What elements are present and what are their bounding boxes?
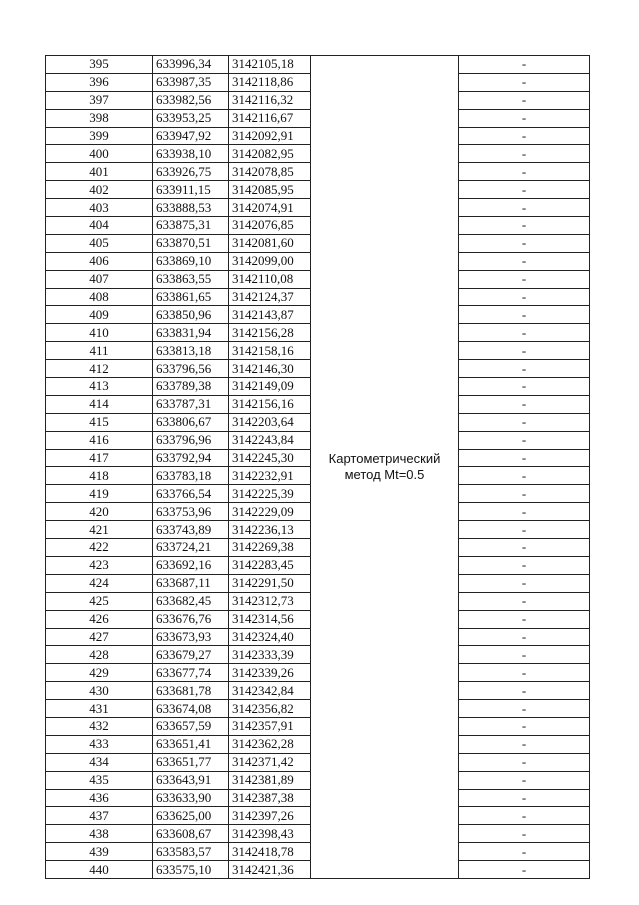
note-cell: -: [459, 91, 590, 109]
point-number-cell: 423: [46, 556, 153, 574]
point-number-cell: 400: [46, 145, 153, 163]
coordinates-table: [45, 55, 590, 879]
note-cell: -: [459, 342, 590, 360]
point-number-cell: 409: [46, 306, 153, 324]
x-coordinate-cell: 633911,15: [153, 181, 229, 199]
y-coordinate-cell: 3142314,56: [229, 610, 311, 628]
note-cell: -: [459, 109, 590, 127]
x-coordinate-cell: 633673,93: [153, 628, 229, 646]
point-number-cell: 406: [46, 252, 153, 270]
x-coordinate-cell: 633861,65: [153, 288, 229, 306]
x-coordinate-cell: 633677,74: [153, 664, 229, 682]
x-coordinate-cell: 633674,08: [153, 700, 229, 718]
x-coordinate-cell: 633888,53: [153, 199, 229, 217]
x-coordinate-cell: 633651,41: [153, 735, 229, 753]
y-coordinate-cell: 3142229,09: [229, 503, 311, 521]
y-coordinate-cell: 3142085,95: [229, 181, 311, 199]
note-cell: -: [459, 771, 590, 789]
point-number-cell: 427: [46, 628, 153, 646]
note-cell: -: [459, 485, 590, 503]
x-coordinate-cell: 633783,18: [153, 467, 229, 485]
x-coordinate-cell: 633724,21: [153, 539, 229, 557]
x-coordinate-cell: 633987,35: [153, 73, 229, 91]
x-coordinate-cell: 633870,51: [153, 234, 229, 252]
note-cell: -: [459, 503, 590, 521]
point-number-cell: 436: [46, 789, 153, 807]
point-number-cell: 430: [46, 682, 153, 700]
x-coordinate-cell: 633996,34: [153, 56, 229, 74]
note-cell: -: [459, 56, 590, 74]
y-coordinate-cell: 3142158,16: [229, 342, 311, 360]
note-cell: -: [459, 73, 590, 91]
x-coordinate-cell: 633583,57: [153, 843, 229, 861]
note-cell: -: [459, 199, 590, 217]
note-cell: -: [459, 306, 590, 324]
y-coordinate-cell: 3142381,89: [229, 771, 311, 789]
y-coordinate-cell: 3142324,40: [229, 628, 311, 646]
x-coordinate-cell: 633863,55: [153, 270, 229, 288]
note-cell: -: [459, 449, 590, 467]
point-number-cell: 425: [46, 592, 153, 610]
y-coordinate-cell: 3142156,16: [229, 395, 311, 413]
y-coordinate-cell: 3142387,38: [229, 789, 311, 807]
note-cell: -: [459, 592, 590, 610]
point-number-cell: 437: [46, 807, 153, 825]
coordinates-table-body: [46, 56, 590, 879]
y-coordinate-cell: 3142203,64: [229, 413, 311, 431]
x-coordinate-cell: 633982,56: [153, 91, 229, 109]
note-cell: -: [459, 574, 590, 592]
note-cell: -: [459, 270, 590, 288]
point-number-cell: 435: [46, 771, 153, 789]
point-number-cell: 403: [46, 199, 153, 217]
point-number-cell: 408: [46, 288, 153, 306]
note-cell: -: [459, 360, 590, 378]
note-cell: -: [459, 700, 590, 718]
note-cell: -: [459, 163, 590, 181]
x-coordinate-cell: 633633,90: [153, 789, 229, 807]
y-coordinate-cell: 3142269,38: [229, 539, 311, 557]
note-cell: -: [459, 610, 590, 628]
point-number-cell: 432: [46, 717, 153, 735]
x-coordinate-cell: 633792,94: [153, 449, 229, 467]
note-cell: -: [459, 217, 590, 235]
note-cell: -: [459, 735, 590, 753]
y-coordinate-cell: 3142078,85: [229, 163, 311, 181]
y-coordinate-cell: 3142291,50: [229, 574, 311, 592]
y-coordinate-cell: 3142074,91: [229, 199, 311, 217]
note-cell: -: [459, 807, 590, 825]
note-cell: -: [459, 682, 590, 700]
table-row: [46, 56, 590, 74]
y-coordinate-cell: 3142333,39: [229, 646, 311, 664]
point-number-cell: 412: [46, 360, 153, 378]
y-coordinate-cell: 3142398,43: [229, 825, 311, 843]
y-coordinate-cell: 3142283,45: [229, 556, 311, 574]
point-number-cell: 422: [46, 539, 153, 557]
x-coordinate-cell: 633743,89: [153, 521, 229, 539]
y-coordinate-cell: 3142339,26: [229, 664, 311, 682]
note-cell: -: [459, 431, 590, 449]
y-coordinate-cell: 3142105,18: [229, 56, 311, 74]
x-coordinate-cell: 633789,38: [153, 378, 229, 396]
x-coordinate-cell: 633766,54: [153, 485, 229, 503]
point-number-cell: 424: [46, 574, 153, 592]
point-number-cell: 410: [46, 324, 153, 342]
note-cell: -: [459, 145, 590, 163]
x-coordinate-cell: 633831,94: [153, 324, 229, 342]
point-number-cell: 413: [46, 378, 153, 396]
note-cell: -: [459, 378, 590, 396]
point-number-cell: 421: [46, 521, 153, 539]
x-coordinate-cell: 633625,00: [153, 807, 229, 825]
note-cell: -: [459, 646, 590, 664]
y-coordinate-cell: 3142116,67: [229, 109, 311, 127]
y-coordinate-cell: 3142356,82: [229, 700, 311, 718]
y-coordinate-cell: 3142245,30: [229, 449, 311, 467]
note-cell: -: [459, 288, 590, 306]
y-coordinate-cell: 3142149,09: [229, 378, 311, 396]
point-number-cell: 426: [46, 610, 153, 628]
x-coordinate-cell: 633575,10: [153, 861, 229, 879]
note-cell: -: [459, 556, 590, 574]
x-coordinate-cell: 633796,96: [153, 431, 229, 449]
point-number-cell: 431: [46, 700, 153, 718]
point-number-cell: 420: [46, 503, 153, 521]
point-number-cell: 419: [46, 485, 153, 503]
y-coordinate-cell: 3142342,84: [229, 682, 311, 700]
y-coordinate-cell: 3142232,91: [229, 467, 311, 485]
point-number-cell: 415: [46, 413, 153, 431]
point-number-cell: 411: [46, 342, 153, 360]
x-coordinate-cell: 633687,11: [153, 574, 229, 592]
note-cell: -: [459, 181, 590, 199]
x-coordinate-cell: 633676,76: [153, 610, 229, 628]
point-number-cell: 418: [46, 467, 153, 485]
point-number-cell: 414: [46, 395, 153, 413]
y-coordinate-cell: 3142156,28: [229, 324, 311, 342]
point-number-cell: 434: [46, 753, 153, 771]
note-cell: -: [459, 789, 590, 807]
point-number-cell: 395: [46, 56, 153, 74]
x-coordinate-cell: 633657,59: [153, 717, 229, 735]
note-cell: -: [459, 843, 590, 861]
point-number-cell: 438: [46, 825, 153, 843]
y-coordinate-cell: 3142312,73: [229, 592, 311, 610]
x-coordinate-cell: 633682,45: [153, 592, 229, 610]
x-coordinate-cell: 633679,27: [153, 646, 229, 664]
y-coordinate-cell: 3142418,78: [229, 843, 311, 861]
point-number-cell: 440: [46, 861, 153, 879]
note-cell: -: [459, 127, 590, 145]
y-coordinate-cell: 3142099,00: [229, 252, 311, 270]
point-number-cell: 433: [46, 735, 153, 753]
x-coordinate-cell: 633643,91: [153, 771, 229, 789]
note-cell: -: [459, 413, 590, 431]
y-coordinate-cell: 3142124,37: [229, 288, 311, 306]
y-coordinate-cell: 3142421,36: [229, 861, 311, 879]
y-coordinate-cell: 3142243,84: [229, 431, 311, 449]
x-coordinate-cell: 633753,96: [153, 503, 229, 521]
note-cell: -: [459, 324, 590, 342]
note-cell: -: [459, 753, 590, 771]
y-coordinate-cell: 3142362,28: [229, 735, 311, 753]
point-number-cell: 405: [46, 234, 153, 252]
y-coordinate-cell: 3142118,86: [229, 73, 311, 91]
x-coordinate-cell: 633947,92: [153, 127, 229, 145]
y-coordinate-cell: 3142076,85: [229, 217, 311, 235]
y-coordinate-cell: 3142092,91: [229, 127, 311, 145]
y-coordinate-cell: 3142146,30: [229, 360, 311, 378]
x-coordinate-cell: 633787,31: [153, 395, 229, 413]
y-coordinate-cell: 3142081,60: [229, 234, 311, 252]
y-coordinate-cell: 3142143,87: [229, 306, 311, 324]
point-number-cell: 429: [46, 664, 153, 682]
note-cell: -: [459, 521, 590, 539]
note-cell: -: [459, 628, 590, 646]
x-coordinate-cell: 633850,96: [153, 306, 229, 324]
method-label-line-1: Картометрический: [328, 450, 441, 466]
x-coordinate-cell: 633953,25: [153, 109, 229, 127]
x-coordinate-cell: 633806,67: [153, 413, 229, 431]
y-coordinate-cell: 3142236,13: [229, 521, 311, 539]
method-cell: [311, 56, 459, 879]
note-cell: -: [459, 861, 590, 879]
x-coordinate-cell: 633926,75: [153, 163, 229, 181]
x-coordinate-cell: 633796,56: [153, 360, 229, 378]
note-cell: -: [459, 825, 590, 843]
y-coordinate-cell: 3142397,26: [229, 807, 311, 825]
method-label-line-2: метод Mt=0.5: [344, 466, 425, 482]
point-number-cell: 402: [46, 181, 153, 199]
x-coordinate-cell: 633651,77: [153, 753, 229, 771]
note-cell: -: [459, 467, 590, 485]
point-number-cell: 439: [46, 843, 153, 861]
x-coordinate-cell: 633608,67: [153, 825, 229, 843]
note-cell: -: [459, 234, 590, 252]
note-cell: -: [459, 252, 590, 270]
point-number-cell: 428: [46, 646, 153, 664]
note-cell: -: [459, 717, 590, 735]
point-number-cell: 398: [46, 109, 153, 127]
note-cell: -: [459, 395, 590, 413]
y-coordinate-cell: 3142225,39: [229, 485, 311, 503]
y-coordinate-cell: 3142116,32: [229, 91, 311, 109]
point-number-cell: 416: [46, 431, 153, 449]
point-number-cell: 417: [46, 449, 153, 467]
note-cell: -: [459, 539, 590, 557]
x-coordinate-cell: 633938,10: [153, 145, 229, 163]
x-coordinate-cell: 633681,78: [153, 682, 229, 700]
point-number-cell: 401: [46, 163, 153, 181]
note-cell: -: [459, 664, 590, 682]
x-coordinate-cell: 633869,10: [153, 252, 229, 270]
point-number-cell: 404: [46, 217, 153, 235]
y-coordinate-cell: 3142082,95: [229, 145, 311, 163]
y-coordinate-cell: 3142371,42: [229, 753, 311, 771]
x-coordinate-cell: 633875,31: [153, 217, 229, 235]
x-coordinate-cell: 633813,18: [153, 342, 229, 360]
point-number-cell: 397: [46, 91, 153, 109]
y-coordinate-cell: 3142357,91: [229, 717, 311, 735]
point-number-cell: 407: [46, 270, 153, 288]
y-coordinate-cell: 3142110,08: [229, 270, 311, 288]
point-number-cell: 399: [46, 127, 153, 145]
point-number-cell: 396: [46, 73, 153, 91]
x-coordinate-cell: 633692,16: [153, 556, 229, 574]
